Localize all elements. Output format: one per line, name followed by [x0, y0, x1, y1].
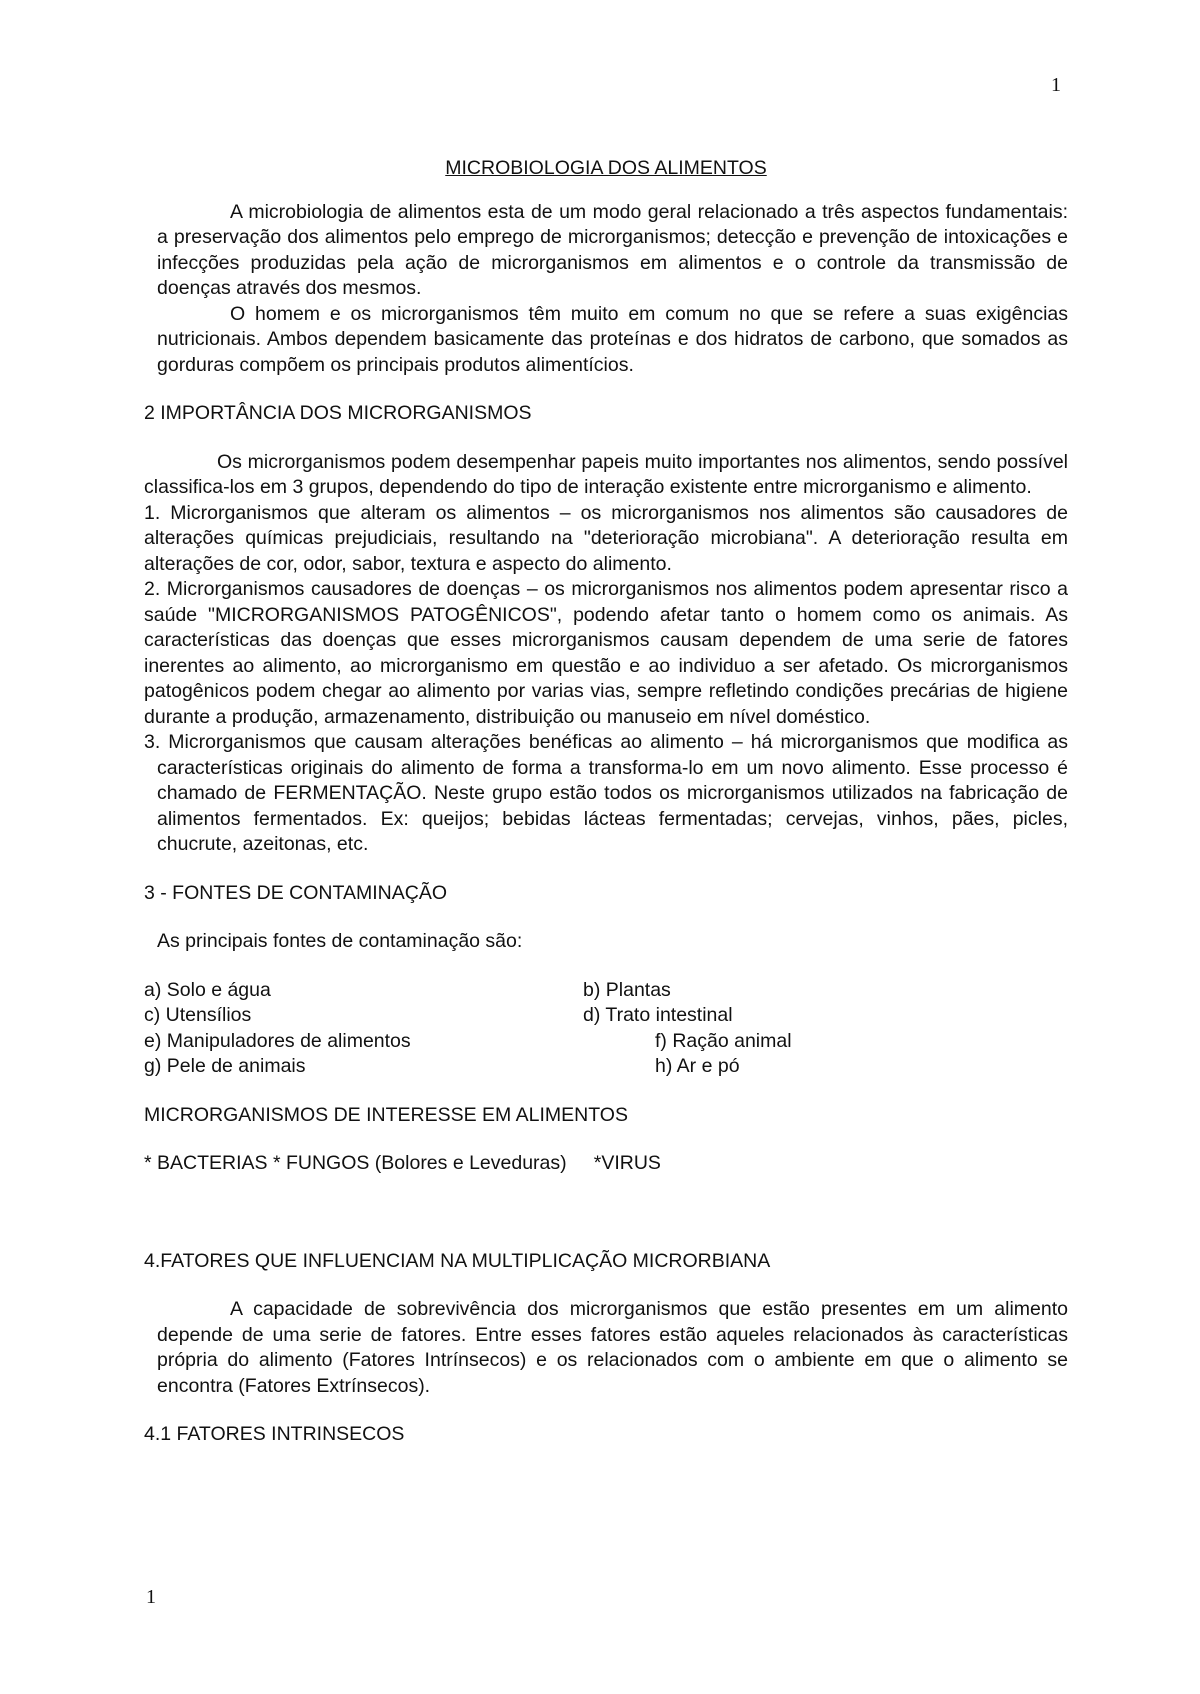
source-item: c) Utensílios	[144, 1004, 252, 1026]
interest-list: * BACTERIAS * FUNGOS (Bolores e Leveduras) *VIRUS	[144, 1152, 661, 1174]
section-3-heading: 3 - FONTES DE CONTAMINAÇÃO	[144, 881, 447, 904]
section-4-intro: A capacidade de sobrevivência dos microrganismos que estão presentes em um alimento depende de uma serie de fatores. Entre esses fatores estão aqueles relacionados às características própria do alimento (Fatores Intrínsecos) e os relacionados com o ambiente em que o alimento se encontra (Fatores Extrínsecos).	[157, 1298, 1068, 1397]
source-item: g) Pele de animais	[144, 1055, 306, 1077]
document-title: MICROBIOLOGIA DOS ALIMENTOS	[445, 157, 767, 179]
intro-paragraph-2: O homem e os microrganismos têm muito em comum no que se refere a suas exigências nutricionais. Ambos dependem basicamente das proteínas e dos hidratos de carbono, que somados as gorduras compõem os principais produtos alimentícios.	[157, 302, 1068, 376]
section-2-item-2: 2. Microrganismos causadores de doenças – os microrganismos nos alimentos podem apresentar risco a saúde "MICRORGANISMOS PATOGÊNICOS", podendo afetar tanto o homem como os animais. As características das doenças que esses microrganismos causam dependem de uma serie de fatores inerentes ao alimento, ao microrganismo em questão e ao individuo a ser afetado. Os microrganismos patogênicos podem chegar ao alimento por varias vias, sempre refletindo condições precárias de higiene durante a produção, armazenamento, distribuição ou manuseio em nível doméstico.	[144, 578, 1068, 728]
interest-heading: MICRORGANISMOS DE INTERESSE EM ALIMENTOS	[144, 1103, 628, 1126]
section-2-heading: 2 IMPORTÂNCIA DOS MICRORGANISMOS	[144, 402, 532, 424]
section-2-item-1: 1. Microrganismos que alteram os alimentos – os microrganismos nos alimentos são causadores de alterações químicas prejudiciais, resultando na "deterioração microbiana". A deterioração resulta em alterações de cor, odor, sabor, textura e aspecto do alimento.	[144, 501, 1068, 575]
contamination-sources-list	[144, 978, 1068, 1080]
source-item: d) Trato intestinal	[583, 1004, 733, 1026]
source-item: a) Solo e água	[144, 978, 271, 1001]
source-item: h) Ar e pó	[655, 1055, 740, 1077]
section-3-intro: As principais fontes de contaminação são:	[157, 930, 523, 952]
source-item: f) Ração animal	[655, 1029, 792, 1052]
section-2-intro: Os microrganismos podem desempenhar papeis muito importantes nos alimentos, sendo possível classifica-los em 3 grupos, dependendo do tipo de interação existente entre microrganismo e alimento.	[144, 450, 1068, 498]
page-number-bottom: 1	[146, 1586, 156, 1608]
source-item: b) Plantas	[583, 978, 671, 1001]
section-4-heading: 4.FATORES QUE INFLUENCIAM NA MULTIPLICAÇÃO MICRORBIANA	[144, 1249, 771, 1272]
intro-paragraph-1: A microbiologia de alimentos esta de um modo geral relacionado a três aspectos fundamentais: a preservação dos alimentos pelo emprego de microrganismos; detecção e prevenção de intoxicações e infecções produzidas pela ação de microrganismos em alimentos e o controle da transmissão de doenças através dos mesmos.	[157, 200, 1068, 299]
source-item: e) Manipuladores de alimentos	[144, 1029, 411, 1052]
section-2-item-3: 3. Microrganismos que causam alterações benéficas ao alimento – há microrganismos que modifica as características originais do alimento de forma a transforma-lo em um novo alimento. Esse processo é chamado de FERMENTAÇÃO. Neste grupo estão todos os microrganismos utilizados na fabricação de alimentos fermentados. Ex: queijos; bebidas lácteas fermentadas; cervejas, vinhos, pães, picles, chucrute, azeitonas, etc.	[144, 731, 1068, 855]
page-number-top: 1	[1051, 74, 1061, 96]
section-4-1-heading: 4.1 FATORES INTRINSECOS	[144, 1423, 405, 1445]
document-body	[144, 156, 1068, 1448]
